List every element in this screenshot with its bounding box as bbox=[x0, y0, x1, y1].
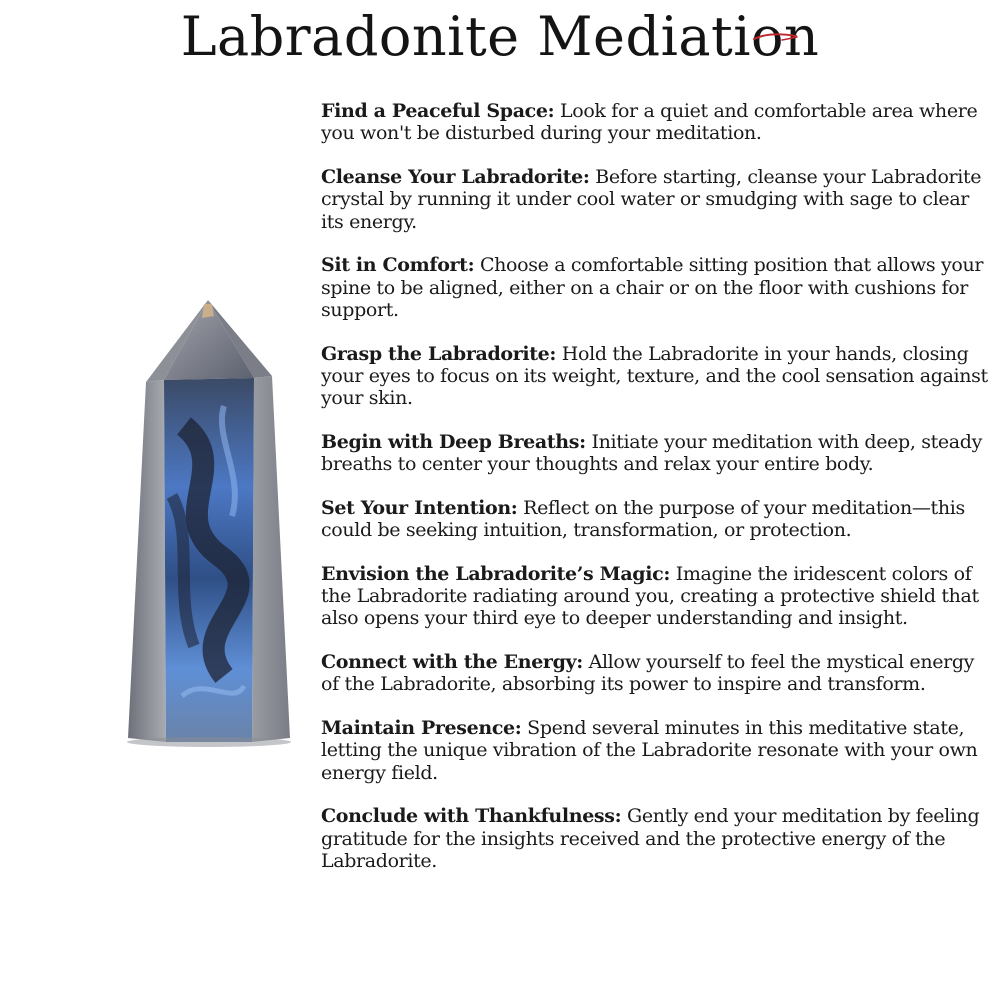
step-item bbox=[321, 497, 991, 542]
step-heading: Envision the Labradorite’s Magic: bbox=[321, 562, 670, 585]
step-text: Look for a quiet and comfortable area where you won't be disturbed during your meditation. bbox=[321, 100, 978, 145]
step-text: Imagine the iridescent colors of the Labradorite radiating around you, creating a protective shield that also opens your third eye to deeper understanding and insight. bbox=[321, 562, 979, 630]
step-heading: Set Your Intention: bbox=[321, 496, 518, 519]
step-heading: Begin with Deep Breaths: bbox=[321, 430, 586, 453]
labradorite-crystal-tower-icon bbox=[124, 296, 294, 750]
step-item bbox=[321, 100, 991, 145]
step-text: Allow yourself to feel the mystical energy of the Labradorite, absorbing its power to inspire and transform. bbox=[321, 651, 975, 696]
page-title: Labradonite Mediation bbox=[180, 5, 820, 68]
step-text: Gently end your meditation by feeling gratitude for the insights received and the protective energy of the Labradorite. bbox=[321, 805, 980, 872]
step-heading: Conclude with Thankfulness: bbox=[321, 805, 622, 828]
step-text: Hold the Labradorite in your hands, closing your eyes to focus on its weight, texture, and the cool sensation against your skin. bbox=[321, 342, 988, 410]
step-text: Initiate your meditation with deep, steady breaths to center your thoughts and relax your entire body. bbox=[321, 430, 982, 476]
meditation-steps-list bbox=[321, 100, 991, 1000]
step-item bbox=[321, 717, 991, 784]
step-text: Choose a comfortable sitting position that allows your spine to be aligned, either on a chair or on the floor with cushions for support. bbox=[321, 254, 984, 321]
step-heading: Cleanse Your Labradorite: bbox=[321, 165, 590, 188]
step-heading: Find a Peaceful Space: bbox=[321, 100, 555, 122]
step-item bbox=[321, 431, 991, 476]
step-item bbox=[321, 563, 991, 630]
step-heading: Grasp the Labradorite: bbox=[321, 342, 557, 365]
step-heading: Connect with the Energy: bbox=[321, 651, 583, 674]
step-item bbox=[321, 805, 991, 872]
step-text: Spend several minutes in this meditative state, letting the unique vibration of the Labradorite resonate with your own energy field. bbox=[321, 717, 978, 784]
step-item bbox=[321, 254, 991, 321]
step-heading: Maintain Presence: bbox=[321, 717, 522, 740]
red-swash-decoration bbox=[752, 30, 798, 44]
step-heading: Sit in Comfort: bbox=[321, 254, 475, 277]
step-item bbox=[321, 651, 991, 696]
step-text: Reflect on the purpose of your meditation—this could be seeking intuition, transformation, or protection. bbox=[321, 496, 965, 542]
step-item bbox=[321, 343, 991, 410]
step-text: Before starting, cleanse your Labradorite crystal by running it under cool water or smudging with sage to clear its energy. bbox=[321, 165, 982, 233]
step-item bbox=[321, 166, 991, 233]
